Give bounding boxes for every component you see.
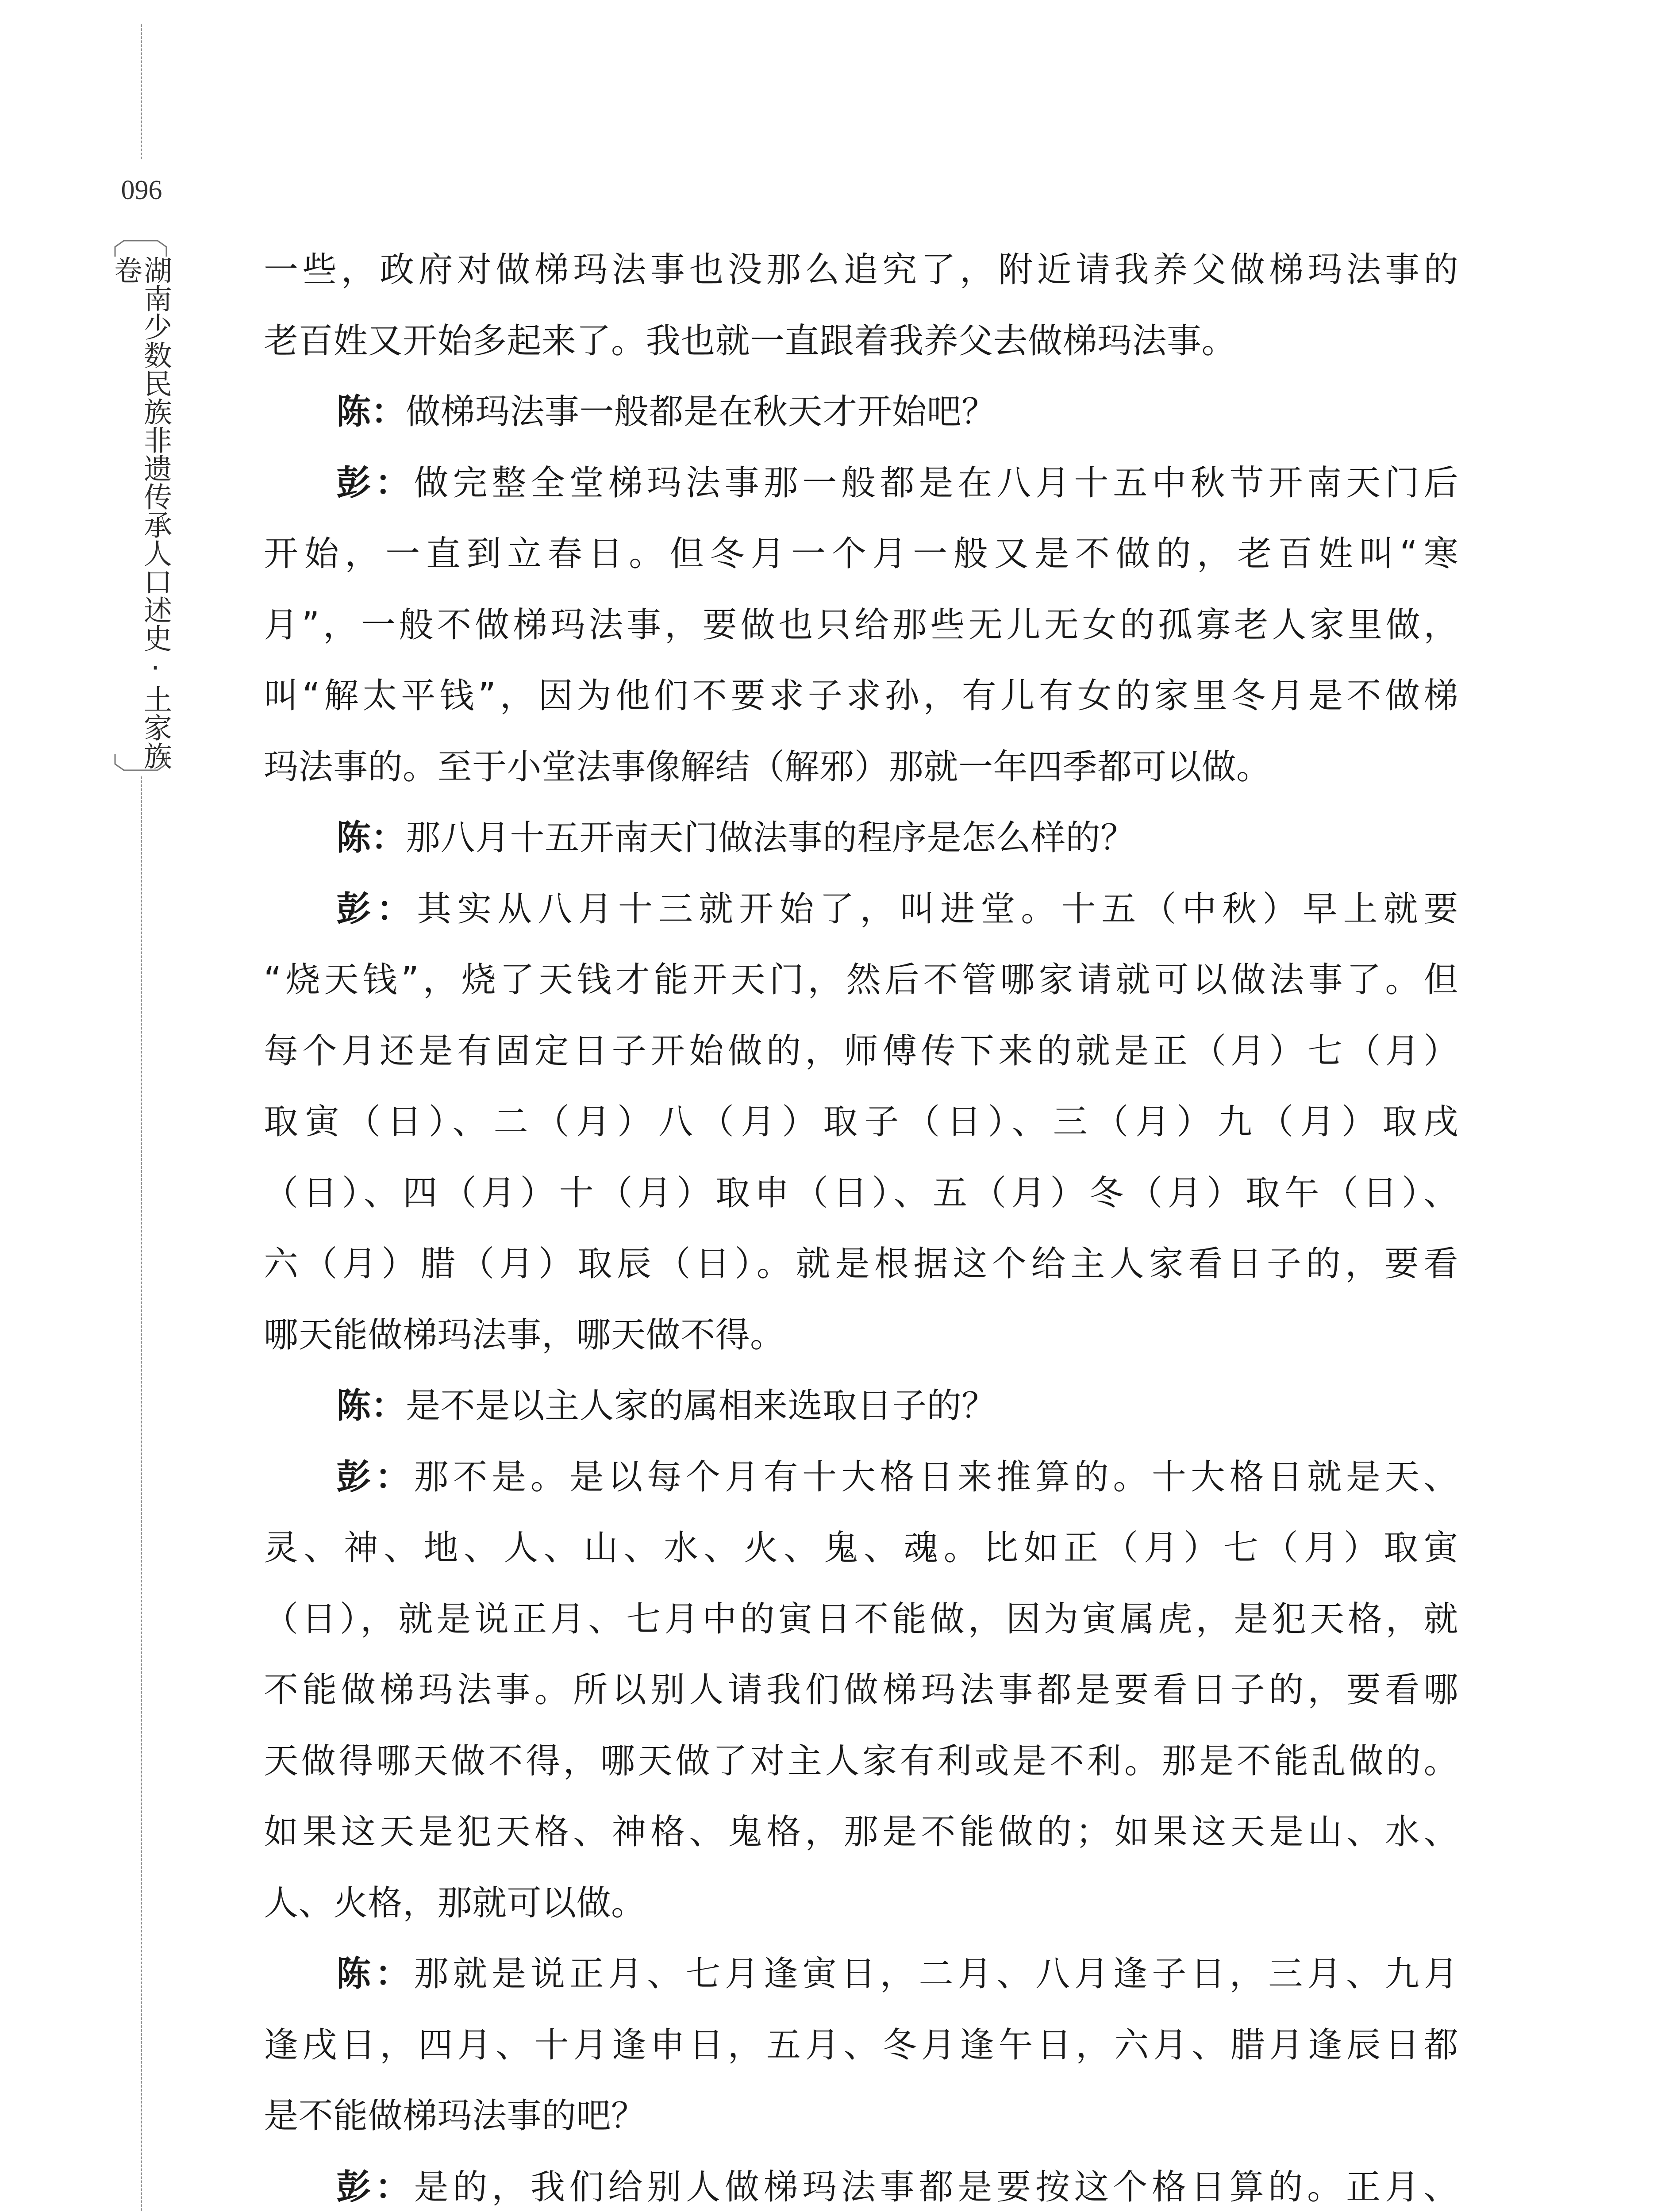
text-line xyxy=(264,1016,1458,1087)
text-line xyxy=(264,732,1458,803)
text-line xyxy=(264,1655,1458,1726)
line-text: 如果这天是犯天格、神格、鬼格，那是不能做的；如果这天是山、水、 xyxy=(264,1812,1458,1852)
speaker-label: 彭： xyxy=(336,889,417,929)
paragraph xyxy=(264,1939,1458,2152)
text-line xyxy=(264,1726,1458,1797)
text-line xyxy=(264,1939,1458,2010)
line-text: 不能做梯玛法事。所以别人请我们做梯玛法事都是要看日子的，要看哪 xyxy=(264,1670,1458,1710)
line-text: 其实从八月十三就开始了，叫进堂。十五（中秋）早上就要 xyxy=(417,889,1458,929)
line-text: （日），就是说正月、七月中的寅日不能做，因为寅属虎，是犯天格，就 xyxy=(264,1599,1458,1639)
text-line xyxy=(264,661,1458,732)
line-text: 是不能做梯玛法事的吧？ xyxy=(264,2096,646,2136)
text-line xyxy=(264,234,1458,306)
text-line xyxy=(264,1797,1458,1868)
text-line xyxy=(264,1229,1458,1300)
text-line xyxy=(264,518,1458,590)
line-text: 每个月还是有固定日子开始做的，师傅传下来的就是正（月）七（月） xyxy=(264,1031,1458,1071)
paragraph xyxy=(264,376,1458,448)
line-text: 那不是。是以每个月有十大格日来推算的。十大格日就是天、 xyxy=(414,1457,1458,1497)
paragraph xyxy=(264,234,1458,376)
line-text: 那八月十五开南天门做法事的程序是怎么样的？ xyxy=(406,818,1135,858)
paragraph xyxy=(264,448,1458,803)
text-line xyxy=(264,306,1458,377)
text-line xyxy=(264,945,1458,1016)
text-line xyxy=(264,376,1458,448)
line-text: 做梯玛法事一般都是在秋天才开始吧？ xyxy=(406,392,996,432)
text-line xyxy=(264,1868,1458,1939)
text-line xyxy=(264,448,1458,519)
text-line xyxy=(264,1158,1458,1229)
line-text: （日）、四（月）十（月）取申（日）、五（月）冬（月）取午（日）、 xyxy=(264,1173,1458,1213)
text-line xyxy=(264,590,1458,661)
text-line xyxy=(264,1513,1458,1584)
line-text: 月”，一般不做梯玛法事，要做也只给那些无儿无女的孤寡老人家里做， xyxy=(264,605,1458,645)
speaker-label: 陈： xyxy=(336,1954,414,1994)
line-text: 逢戌日，四月、十月逢申日，五月、冬月逢午日，六月、腊月逢辰日都 xyxy=(264,2025,1458,2065)
text-line xyxy=(264,803,1458,874)
text-line xyxy=(264,2010,1458,2081)
text-line xyxy=(264,1087,1458,1158)
paragraph xyxy=(264,1371,1458,1442)
line-text: “烧天钱”，烧了天钱才能开天门，然后不管哪家请就可以做法事了。但 xyxy=(264,960,1458,1000)
running-title: 湖南少数民族非遗传承人口述史·土家族卷 xyxy=(109,256,172,770)
line-text: 人、火格，那就可以做。 xyxy=(264,1883,646,1923)
running-title-frame xyxy=(109,239,172,772)
paragraph xyxy=(264,874,1458,1371)
line-text: 老百姓又开始多起来了。我也就一直跟着我养父去做梯玛法事。 xyxy=(264,321,1237,361)
line-text: 天做得哪天做不得，哪天做了对主人家有利或是不利。那是不能乱做的。 xyxy=(264,1741,1458,1781)
text-line xyxy=(264,1584,1458,1655)
speaker-label: 陈： xyxy=(336,1386,406,1426)
speaker-label: 陈： xyxy=(336,392,406,432)
speaker-label: 彭： xyxy=(336,2167,414,2207)
page-number: 096 xyxy=(121,175,162,205)
line-text: 一些，政府对做梯玛法事也没那么追究了，附近请我养父做梯玛法事的 xyxy=(264,250,1458,290)
line-text: 是不是以主人家的属相来选取日子的？ xyxy=(406,1386,996,1426)
line-text: 那就是说正月、七月逢寅日，二月、八月逢子日，三月、九月 xyxy=(414,1954,1458,1994)
line-text: 哪天能做梯玛法事，哪天做不得。 xyxy=(264,1315,785,1355)
line-text: 是的，我们给别人做梯玛法事都是要按这个格日算的。正月、 xyxy=(414,2167,1458,2207)
line-text: 玛法事的。至于小堂法事像解结（解邪）那就一年四季都可以做。 xyxy=(264,747,1271,787)
text-line xyxy=(264,1371,1458,1442)
line-text: 叫“解太平钱”，因为他们不要求子求孙，有儿有女的家里冬月是不做梯 xyxy=(264,676,1458,716)
line-text: 做完整全堂梯玛法事那一般都是在八月十五中秋节开南天门后 xyxy=(414,463,1458,503)
margin-rule-bottom xyxy=(141,776,142,2212)
line-text: 灵、神、地、人、山、水、火、鬼、魂。比如正（月）七（月）取寅 xyxy=(264,1528,1458,1568)
paragraph xyxy=(264,2152,1458,2212)
text-line xyxy=(264,874,1458,945)
paragraph xyxy=(264,803,1458,874)
speaker-label: 彭： xyxy=(336,1457,414,1497)
line-text: 取寅（日）、二（月）八（月）取子（日）、三（月）九（月）取戌 xyxy=(264,1102,1458,1142)
speaker-label: 彭： xyxy=(336,463,414,503)
line-text: 开始，一直到立春日。但冬月一个月一般又是不做的，老百姓叫“寒 xyxy=(264,534,1458,574)
body-text xyxy=(264,234,1458,2212)
text-line xyxy=(264,1442,1458,1513)
line-text: 六（月）腊（月）取辰（日）。就是根据这个给主人家看日子的，要看 xyxy=(264,1244,1458,1284)
paragraph xyxy=(264,1442,1458,1939)
text-line xyxy=(264,1300,1458,1371)
text-line xyxy=(264,2152,1458,2212)
margin-rule-top xyxy=(141,24,142,159)
text-line xyxy=(264,2081,1458,2152)
speaker-label: 陈： xyxy=(336,818,406,858)
